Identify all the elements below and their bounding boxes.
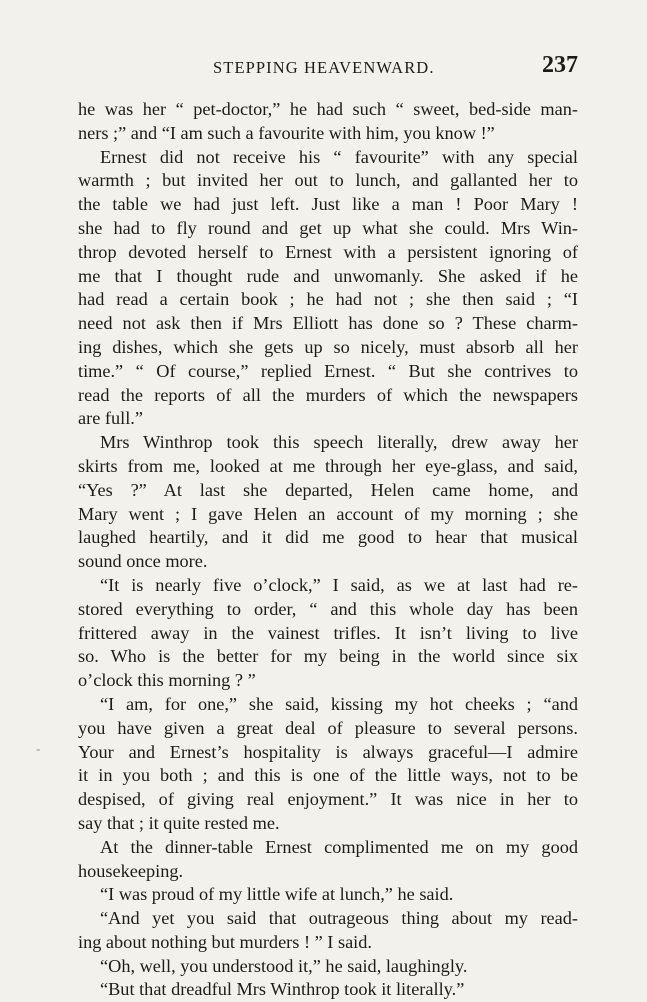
text-line: “Yes ?” At last she departed, Helen came home, and <box>78 479 578 500</box>
text-line: me that I thought rude and unwomanly. She asked if he <box>78 265 578 286</box>
text-line: warmth ; but invited her out to lunch, and gallanted her to <box>78 170 578 191</box>
text-line: “It is nearly five o’clock,” I said, as we at last had re- <box>100 574 578 595</box>
running-title: STEPPING HEAVENWARD. <box>213 58 435 77</box>
text-line: Mrs Winthrop took this speech literally, drew away her <box>100 432 578 453</box>
text-line: the table we had just left. Just like a man ! Poor Mary ! <box>78 194 578 215</box>
text-line: it in you both ; and this is one of the little ways, not to be <box>78 765 578 786</box>
text-line: read the reports of all the murders of which the newspapers <box>78 384 578 405</box>
text-line: frittered away in the vainest trifles. It isn’t living to live <box>78 622 578 643</box>
text-line: you have given a great deal of pleasure to several persons. <box>78 717 578 738</box>
text-line: Your and Ernest’s hospitality is always graceful—I admire <box>78 741 578 762</box>
text-line: At the dinner-table Ernest complimented me on my good <box>100 836 578 857</box>
text-line: time.” “ Of course,” replied Ernest. “ But she contrives to <box>78 360 578 381</box>
text-line: skirts from me, looked at me through her eye-glass, and said, <box>78 455 578 476</box>
text-line: “I am, for one,” she said, kissing my hot cheeks ; “and <box>100 693 578 714</box>
text-line: “But that dreadful Mrs Winthrop took it literally.” <box>100 979 465 1000</box>
text-line: despised, of giving real enjoyment.” It was nice in her to <box>78 789 578 810</box>
text-line: she had to fly round and get up what she could. Mrs Win- <box>78 217 578 238</box>
text-line: “I was proud of my little wife at lunch,” he said. <box>100 884 454 905</box>
text-line: sound once more. <box>78 551 208 572</box>
text-line: ing dishes, which she gets up so nicely, must absorb all her <box>78 336 578 357</box>
text-line: throp devoted herself to Ernest with a persistent ignoring of <box>78 241 578 262</box>
text-line: stored everything to order, “ and this whole day has been <box>78 598 578 619</box>
page-header <box>78 54 578 84</box>
text-line: say that ; it quite rested me. <box>78 812 280 833</box>
text-line: “And yet you said that outrageous thing about my read- <box>100 908 578 929</box>
text-line: had read a certain book ; he had not ; she then said ; “I <box>78 289 578 310</box>
text-line: ners ;” and “I am such a favourite with him, you know !” <box>78 122 495 143</box>
text-line: o’clock this morning ? ” <box>78 670 256 691</box>
text-line: need not ask then if Mrs Elliott has done so ? These charm- <box>78 313 578 334</box>
page-number: 237 <box>542 52 578 78</box>
text-line: so. Who is the better for my being in the world since six <box>78 646 578 667</box>
text-line: he was her “ pet-doctor,” he had such “ sweet, bed-side man- <box>78 99 578 119</box>
margin-mark: - <box>36 741 41 756</box>
text-line: laughed heartily, and it did me good to hear that musical <box>78 527 578 548</box>
text-line: ing about nothing but murders ! ” I said. <box>78 931 372 952</box>
text-line: housekeeping. <box>78 860 184 881</box>
text-line: are full.” <box>78 408 143 429</box>
text-line: Mary went ; I gave Helen an account of my morning ; she <box>78 503 578 524</box>
text-line: Ernest did not receive his “ favourite” with any special <box>100 146 578 167</box>
text-line: “Oh, well, you understood it,” he said, laughingly. <box>100 955 468 976</box>
body-text <box>78 98 578 1002</box>
